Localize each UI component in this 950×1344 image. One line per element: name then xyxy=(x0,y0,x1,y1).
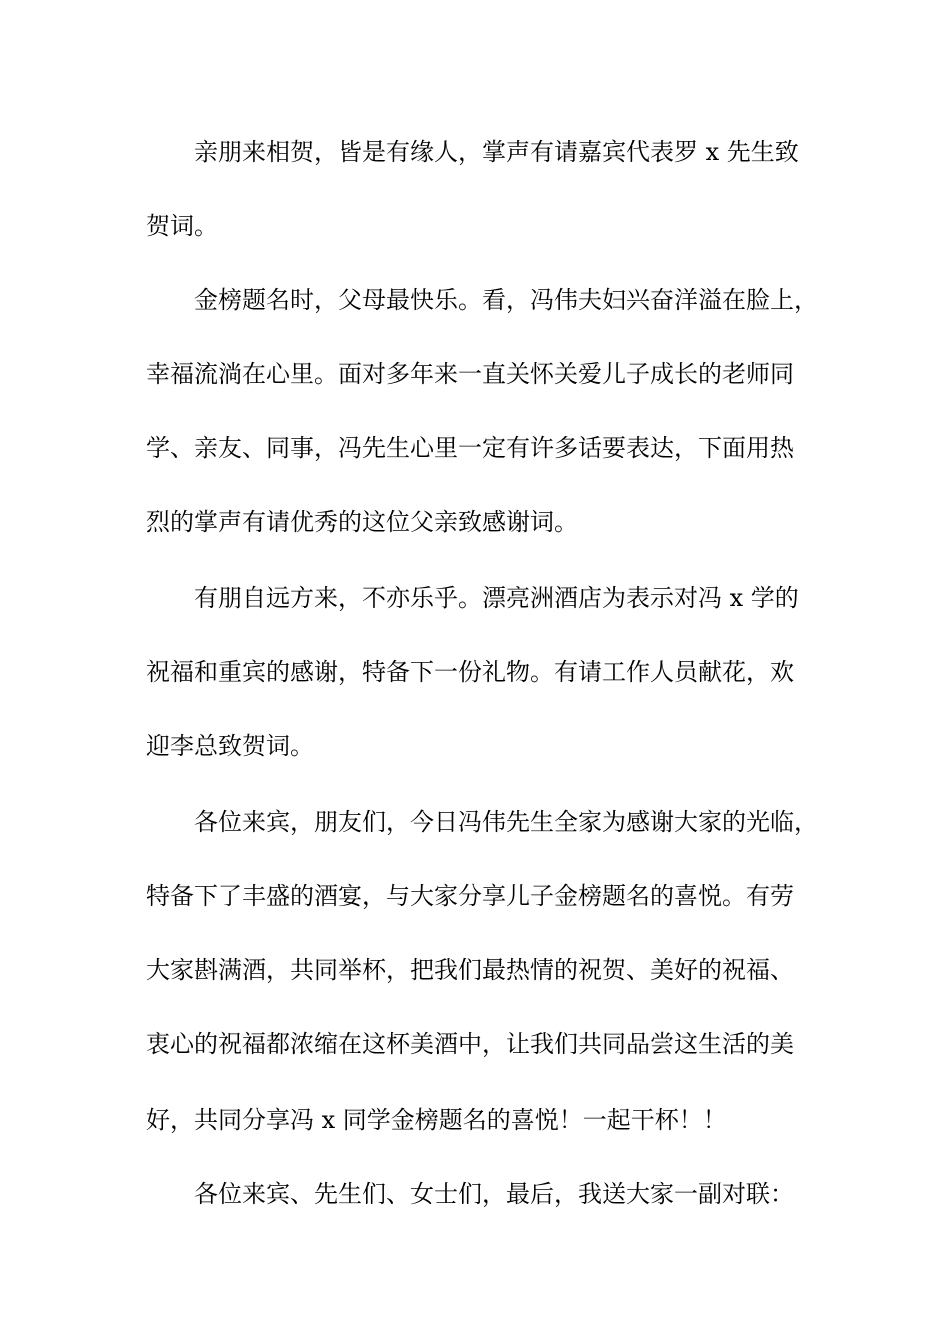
paragraph-4-line-4: 衷心的祝福都浓缩在这杯美酒中，让我们共同品尝这生活的美 xyxy=(146,1030,794,1058)
paragraph-4-line-3: 大家斟满酒，共同举杯，把我们最热情的祝贺、美好的祝福、 xyxy=(146,956,794,984)
paragraph-3-line-2: 祝福和重宾的感谢，特备下一份礼物。有请工作人员献花，欢 xyxy=(146,658,794,686)
paragraph-3-line-3: 迎李总致贺词。 xyxy=(146,732,314,760)
paragraph-1-line-1: 亲朋来相贺，皆是有缘人，掌声有请嘉宾代表罗 x 先生致 xyxy=(194,138,799,166)
paragraph-4-line-2: 特备下了丰盛的酒宴，与大家分享儿子金榜题名的喜悦。有劳 xyxy=(146,882,794,910)
paragraph-2-line-1: 金榜题名时，父母最快乐。看，冯伟夫妇兴奋洋溢在脸上， xyxy=(194,286,818,314)
paragraph-1-line-2: 贺词。 xyxy=(146,212,218,240)
paragraph-3-line-1: 有朋自远方来，不亦乐乎。漂亮洲酒店为表示对冯 x 学的 xyxy=(194,584,799,612)
paragraph-2-line-3: 学、亲友、同事，冯先生心里一定有许多话要表达，下面用热 xyxy=(146,434,794,462)
paragraph-4-line-1: 各位来宾，朋友们，今日冯伟先生全家为感谢大家的光临， xyxy=(194,808,818,836)
paragraph-5-line-1: 各位来宾、先生们、女士们，最后，我送大家一副对联： xyxy=(194,1180,794,1208)
paragraph-2-line-2: 幸福流淌在心里。面对多年来一直关怀关爱儿子成长的老师同 xyxy=(146,360,794,388)
paragraph-4-line-5: 好，共同分享冯 x 同学金榜题名的喜悦！一起干杯！！ xyxy=(146,1106,727,1134)
paragraph-2-line-4: 烈的掌声有请优秀的这位父亲致感谢词。 xyxy=(146,508,578,536)
